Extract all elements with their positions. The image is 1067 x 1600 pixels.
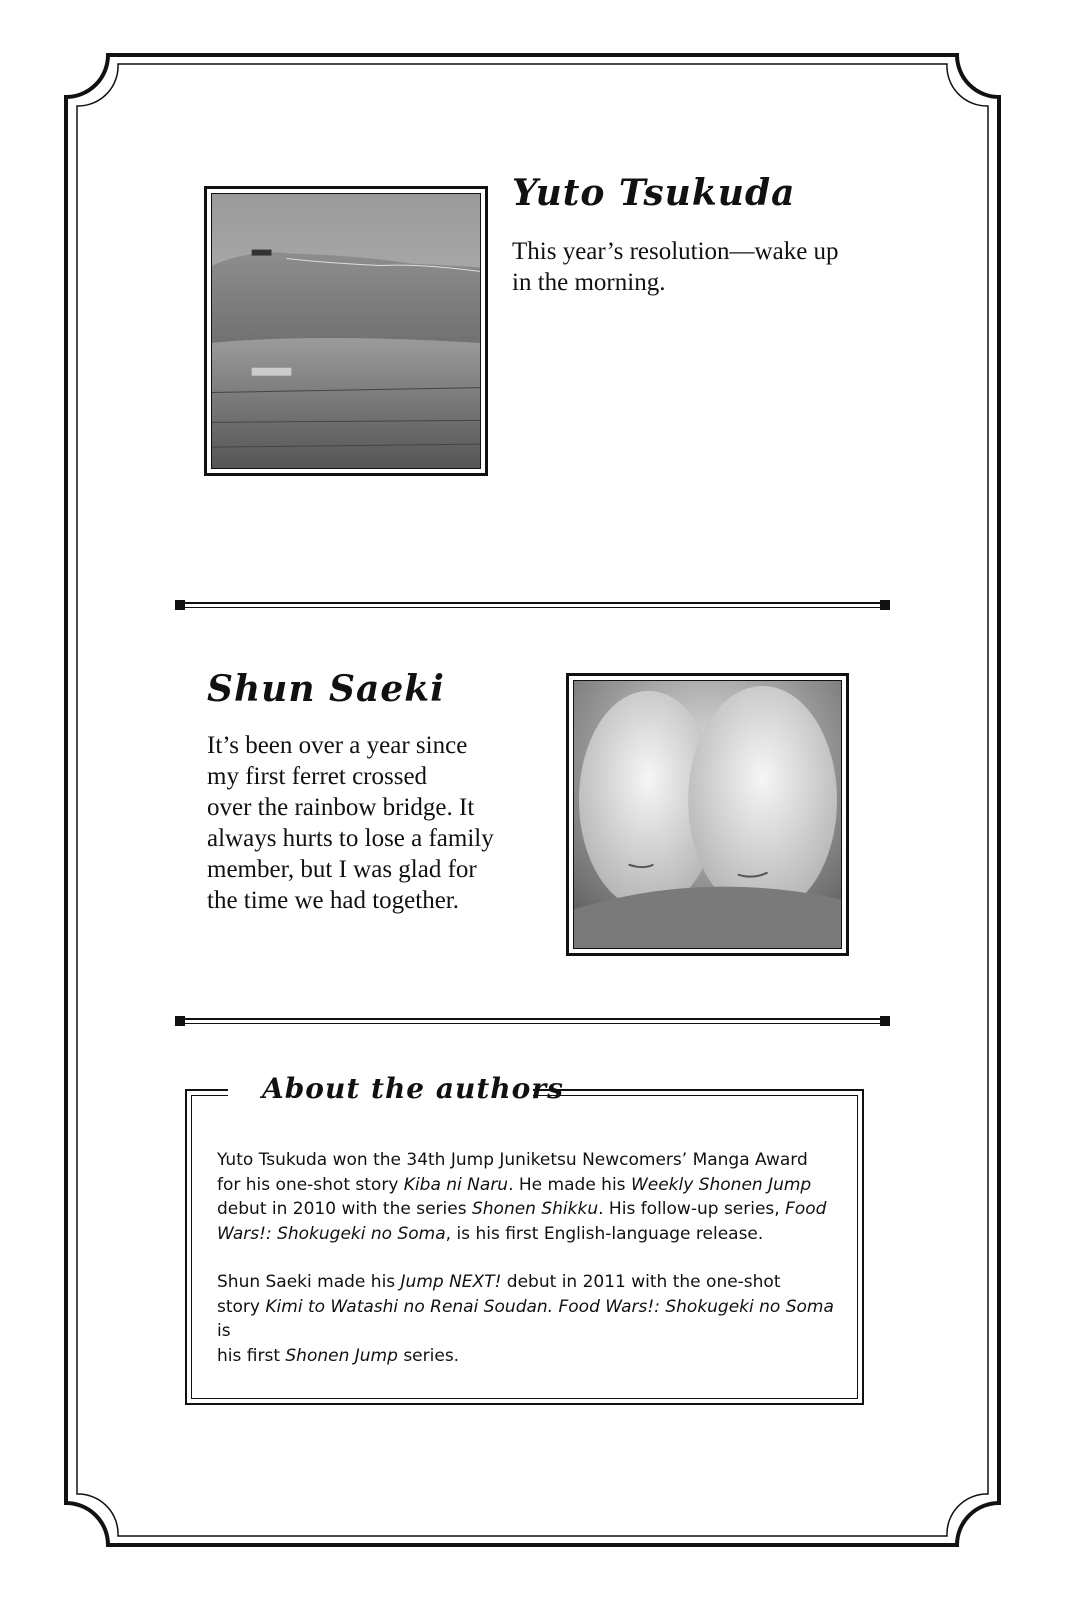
comment-line: always hurts to lose a family <box>207 825 494 852</box>
comment-line: member, but I was glad for <box>207 856 477 883</box>
section-divider <box>175 1015 890 1027</box>
about-line: debut in 2010 with the series Shonen Shikku. His follow-up series, Food <box>217 1199 827 1219</box>
comment-line: This year’s resolution—wake up <box>512 238 839 265</box>
ferrets-photo-frame <box>566 673 849 956</box>
about-paragraph-tsukuda <box>217 1148 837 1246</box>
about-title: About the authors <box>262 1072 564 1105</box>
ferrets-photo <box>574 681 841 948</box>
author-name-saeki: Shun Saeki <box>207 668 445 710</box>
comment-line: in the morning. <box>512 269 666 296</box>
author-comment-tsukuda <box>512 236 839 298</box>
about-line: Wars!: Shokugeki no Soma, is his first English-language release. <box>217 1223 764 1244</box>
about-paragraph-saeki <box>217 1270 837 1368</box>
comment-line: the time we had together. <box>207 887 460 914</box>
section-divider <box>175 599 890 611</box>
author-name-tsukuda: Yuto Tsukuda <box>512 172 796 214</box>
about-line: Yuto Tsukuda won the 34th Jump Juniketsu Newcomers’ Manga Award <box>217 1150 808 1170</box>
about-line: for his one-shot story Kiba ni Naru. He made his Weekly Shonen Jump <box>217 1174 812 1195</box>
author-comment-saeki <box>207 730 494 916</box>
about-line: story Kimi to Watashi no Renai Soudan. Food Wars!: Shokugeki no Soma is <box>217 1296 834 1341</box>
landscape-photo <box>212 194 480 468</box>
about-line: his first Shonen Jump series. <box>217 1345 460 1366</box>
comment-line: my first ferret crossed <box>207 763 428 790</box>
landscape-photo-frame <box>204 186 488 476</box>
comment-line: over the rainbow bridge. It <box>207 794 475 821</box>
comment-line: It’s been over a year since <box>207 732 468 759</box>
about-line: Shun Saeki made his Jump NEXT! debut in 2011 with the one-shot <box>217 1272 781 1292</box>
